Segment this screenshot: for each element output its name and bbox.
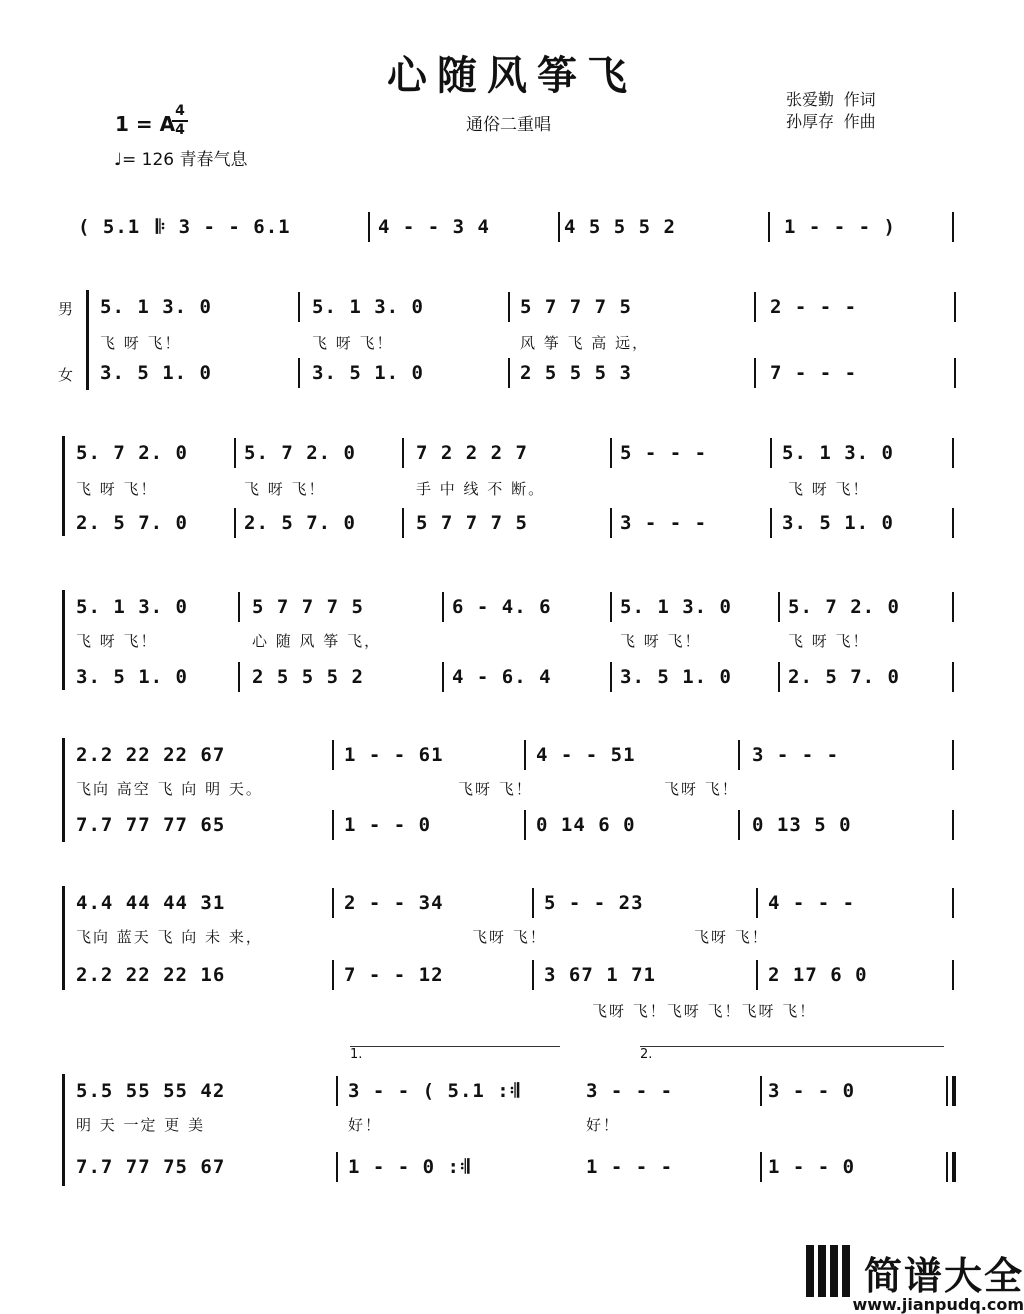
male-measure: 5. 1 3. 0 bbox=[76, 596, 188, 618]
male-measure: 5. 1 3. 0 bbox=[100, 296, 212, 318]
score-title: 心随风筝飞 bbox=[387, 52, 637, 99]
male-measure: 3 - - - bbox=[586, 1080, 674, 1102]
intro-measure: ( 5.1 bbox=[78, 216, 141, 238]
lyric: 飞呀 飞！ bbox=[694, 928, 769, 946]
male-measure: 5 - - - bbox=[620, 442, 708, 464]
intro-measure: 4 - - 3 4 bbox=[378, 216, 490, 238]
system-4-male bbox=[76, 596, 956, 632]
time-signature bbox=[172, 104, 188, 138]
female-measure: 1 - - 0 :𝄇 bbox=[348, 1156, 471, 1178]
system-6-female bbox=[76, 964, 956, 1000]
female-measure: 7.7 77 77 65 bbox=[76, 814, 226, 836]
male-measure: 5. 1 3. 0 bbox=[782, 442, 894, 464]
female-measure: 2.2 22 22 16 bbox=[76, 964, 226, 986]
site-logo bbox=[806, 1245, 1024, 1314]
system-2-lyrics bbox=[100, 332, 960, 354]
lyric: 飞 呀 飞！ bbox=[76, 632, 158, 650]
lyric: 飞 呀 飞！ bbox=[76, 480, 158, 498]
system-7-female bbox=[76, 1156, 956, 1192]
male-measure: 5. 7 2. 0 bbox=[76, 442, 188, 464]
male-measure: 5.5 55 55 42 bbox=[76, 1080, 226, 1102]
lyric: 飞呀 飞！ bbox=[664, 780, 739, 798]
lyric: 飞 呀 飞！ bbox=[620, 632, 702, 650]
volta-2-label: 2. bbox=[640, 1047, 653, 1062]
intro-system bbox=[78, 216, 958, 252]
system-7-lyrics bbox=[76, 1114, 956, 1136]
piano-keys-icon bbox=[806, 1245, 856, 1297]
female-measure: 5 7 7 7 5 bbox=[416, 512, 528, 534]
female-measure: 2. 5 7. 0 bbox=[244, 512, 356, 534]
male-measure: 5. 7 2. 0 bbox=[244, 442, 356, 464]
female-measure: 3. 5 1. 0 bbox=[312, 362, 424, 384]
female-measure: 4 - 6. 4 bbox=[452, 666, 552, 688]
male-measure: 4 - - 51 bbox=[536, 744, 636, 766]
intro-measure: 1 - - - ) bbox=[784, 216, 896, 238]
lyric: 飞向 高空 飞 向 明 天。 bbox=[76, 780, 263, 798]
male-measure: 5 7 7 7 5 bbox=[252, 596, 364, 618]
time-signature-bottom: 4 bbox=[175, 122, 185, 138]
system-6-lyrics bbox=[76, 926, 956, 948]
male-measure: 4.4 44 44 31 bbox=[76, 892, 226, 914]
female-measure: 3 67 1 71 bbox=[544, 964, 656, 986]
male-label: 男 bbox=[58, 300, 74, 318]
female-measure: 0 13 5 0 bbox=[752, 814, 852, 836]
male-measure: 5. 1 3. 0 bbox=[312, 296, 424, 318]
male-measure: 4 - - - bbox=[768, 892, 856, 914]
credits bbox=[786, 89, 876, 133]
male-measure: 3 - - - bbox=[752, 744, 840, 766]
female-label: 女 bbox=[58, 366, 74, 384]
lyric: 好！ bbox=[586, 1116, 621, 1134]
lyric: 飞呀 飞！ bbox=[472, 928, 547, 946]
system-5-female bbox=[76, 814, 956, 850]
lyricist: 张爱勤 作词 bbox=[786, 90, 876, 109]
male-measure: 3 - - ( 5.1 :𝄇 bbox=[348, 1080, 520, 1102]
system-7-male bbox=[76, 1080, 956, 1116]
female-measure: 1 - - 0 bbox=[344, 814, 432, 836]
volta-2 bbox=[640, 1046, 944, 1062]
volta-1-label: 1. bbox=[350, 1047, 363, 1062]
system-2-female bbox=[100, 362, 960, 398]
logo-url: www.jianpudq.com bbox=[852, 1295, 1024, 1314]
male-measure: 5. 1 3. 0 bbox=[620, 596, 732, 618]
system-6-male bbox=[76, 892, 956, 928]
male-measure: 5 7 7 7 5 bbox=[520, 296, 632, 318]
lyric: 好！ bbox=[348, 1116, 383, 1134]
female-lyric: 飞呀 飞！飞呀 飞！飞呀 飞！ bbox=[592, 1002, 817, 1020]
female-measure: 2. 5 7. 0 bbox=[788, 666, 900, 688]
intro-measure: 4 5 5 5 2 bbox=[564, 216, 676, 238]
lyric: 飞向 蓝天 飞 向 未 来， bbox=[76, 928, 263, 946]
time-signature-top: 4 bbox=[175, 103, 185, 119]
composer: 孙厚存 作曲 bbox=[786, 112, 876, 131]
lyric: 飞呀 飞！ bbox=[458, 780, 533, 798]
system-5-lyrics bbox=[76, 778, 956, 800]
female-measure: 3. 5 1. 0 bbox=[76, 666, 188, 688]
system-4-female bbox=[76, 666, 956, 702]
system-4-lyrics bbox=[76, 630, 956, 652]
system-5-male bbox=[76, 744, 956, 780]
system-3-male bbox=[76, 442, 956, 478]
system-3-lyrics bbox=[76, 478, 956, 500]
male-measure: 1 - - 61 bbox=[344, 744, 444, 766]
female-measure: 3. 5 1. 0 bbox=[782, 512, 894, 534]
male-measure: 2 - - 34 bbox=[344, 892, 444, 914]
lyric: 心 随 风 筝 飞， bbox=[252, 632, 382, 650]
lyric: 飞 呀 飞！ bbox=[788, 480, 870, 498]
female-measure: 3. 5 1. 0 bbox=[620, 666, 732, 688]
tempo-marking: ♩= 126 青春气息 bbox=[114, 150, 248, 170]
female-measure: 2 5 5 5 2 bbox=[252, 666, 364, 688]
male-measure: 3 - - 0 bbox=[768, 1080, 856, 1102]
female-measure: 7 - - - bbox=[770, 362, 858, 384]
system-3-female bbox=[76, 512, 956, 548]
system-2-male bbox=[100, 296, 960, 332]
female-measure: 0 14 6 0 bbox=[536, 814, 636, 836]
female-measure: 2 17 6 0 bbox=[768, 964, 868, 986]
lyric: 飞 呀 飞！ bbox=[244, 480, 326, 498]
lyric: 风 筝 飞 高 远， bbox=[520, 334, 650, 352]
lyric: 飞 呀 飞！ bbox=[788, 632, 870, 650]
volta-1 bbox=[350, 1046, 560, 1062]
female-measure: 2 5 5 5 3 bbox=[520, 362, 632, 384]
female-measure: 1 - - - bbox=[586, 1156, 674, 1178]
intro-measure: 𝄆 3 - - 6.1 bbox=[156, 216, 291, 238]
lyric: 明 天 一定 更 美 bbox=[76, 1116, 206, 1134]
male-measure: 6 - 4. 6 bbox=[452, 596, 552, 618]
male-measure: 2 - - - bbox=[770, 296, 858, 318]
male-measure: 2.2 22 22 67 bbox=[76, 744, 226, 766]
subtitle: 通俗二重唱 bbox=[466, 115, 551, 135]
male-measure: 5 - - 23 bbox=[544, 892, 644, 914]
female-measure: 1 - - 0 bbox=[768, 1156, 856, 1178]
male-measure: 7 2 2 2 7 bbox=[416, 442, 528, 464]
female-measure: 3. 5 1. 0 bbox=[100, 362, 212, 384]
lyric: 飞 呀 飞！ bbox=[312, 334, 394, 352]
female-measure: 3 - - - bbox=[620, 512, 708, 534]
logo-text: 简谱大全 bbox=[864, 1254, 1024, 1298]
female-measure: 7 - - 12 bbox=[344, 964, 444, 986]
female-measure: 7.7 77 75 67 bbox=[76, 1156, 226, 1178]
key-signature: 1 = A bbox=[115, 112, 176, 136]
male-measure: 5. 7 2. 0 bbox=[788, 596, 900, 618]
female-measure: 2. 5 7. 0 bbox=[76, 512, 188, 534]
lyric: 飞 呀 飞！ bbox=[100, 334, 182, 352]
lyric: 手 中 线 不 断。 bbox=[416, 480, 546, 498]
